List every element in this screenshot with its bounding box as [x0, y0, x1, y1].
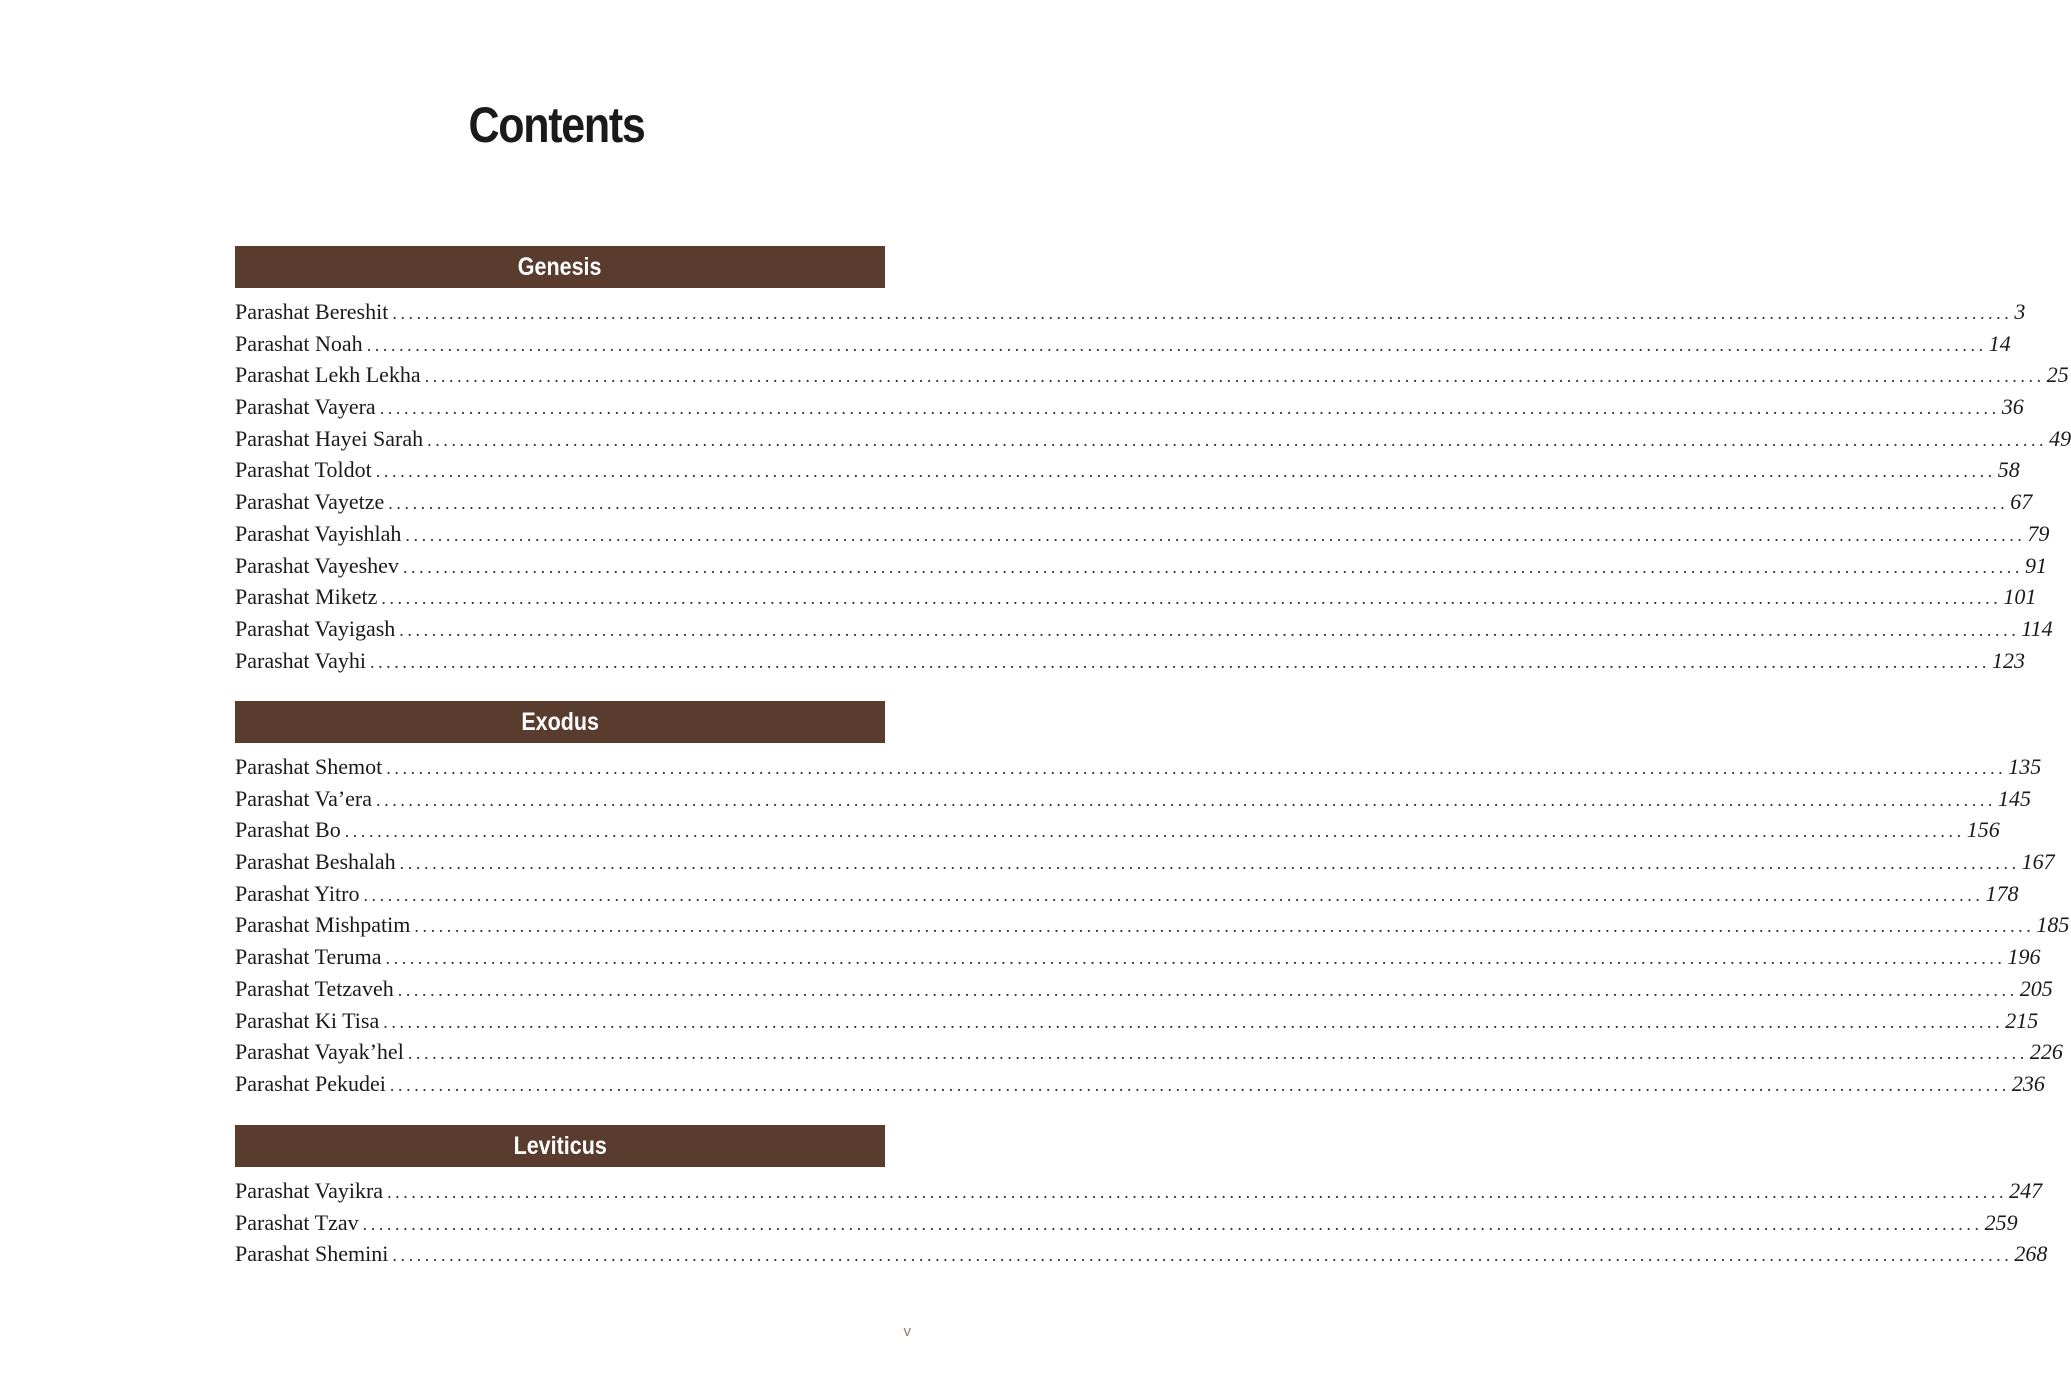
toc-entry[interactable]	[235, 550, 2047, 582]
toc-entry[interactable]	[235, 1068, 2045, 1100]
entry-page-number: 247	[2009, 1178, 2043, 1203]
section-header	[235, 246, 885, 288]
toc-entry[interactable]	[235, 814, 2000, 846]
entry-page-number: 178	[1985, 880, 2019, 906]
entry-page-number: 36	[2001, 394, 2024, 420]
section-header-label: Leviticus	[513, 1131, 607, 1160]
entry-page-number: 25	[2046, 362, 2069, 388]
dot-leader: ........................................................................................................................................................................................................	[392, 1245, 2013, 1266]
section-header-label: Exodus	[521, 707, 599, 736]
entry-page-number: 185	[2036, 912, 2070, 938]
entry-title: Parashat Vayhi	[235, 647, 366, 673]
toc-entry[interactable]	[235, 328, 2011, 360]
toc-entry[interactable]	[235, 751, 2042, 783]
toc-entry[interactable]	[235, 783, 2032, 815]
dot-leader: ........................................................................................................................................................................................................	[369, 651, 1990, 672]
dot-leader: ........................................................................................................................................................................................................	[405, 524, 2026, 545]
entry-page-number: 196	[2007, 944, 2041, 970]
entry-page-number: 91	[2024, 552, 2047, 578]
entry-page-number: 167	[2021, 849, 2055, 875]
entry-page-number: 268	[2014, 1241, 2048, 1267]
dot-leader: ........................................................................................................................................................................................................	[363, 884, 1984, 905]
entry-page-number: 145	[1998, 785, 2032, 811]
toc-section-leviticus	[235, 1125, 2048, 1270]
entry-title: Parashat Yitro	[235, 880, 360, 906]
entry-title: Parashat Noah	[235, 330, 363, 356]
entry-title: Parashat Vayera	[235, 394, 376, 420]
dot-leader: ........................................................................................................................................................................................................	[344, 821, 1965, 842]
entry-title: Parashat Vayak’hel	[235, 1039, 404, 1065]
entry-title: Parashat Shemot	[235, 754, 383, 779]
entry-page-number: 14	[1988, 330, 2011, 356]
dot-leader: ........................................................................................................................................................................................................	[385, 948, 2006, 969]
entry-page-number: 226	[2029, 1039, 2063, 1065]
entry-title: Parashat Bereshit	[235, 299, 389, 324]
page-title: Contents	[468, 97, 645, 153]
toc-entries	[235, 1175, 2048, 1270]
dot-leader: ........................................................................................................................................................................................................	[424, 366, 2045, 387]
entry-title: Parashat Shemini	[235, 1241, 389, 1267]
toc-entry[interactable]	[235, 423, 2071, 455]
dot-leader: ........................................................................................................................................................................................................	[383, 1011, 2004, 1032]
dot-leader: ........................................................................................................................................................................................................	[389, 1074, 2010, 1095]
entry-page-number: 67	[2010, 489, 2033, 515]
entry-page-number: 3	[2014, 299, 2026, 324]
entry-page-number: 156	[1966, 817, 2000, 843]
toc-entry[interactable]	[235, 973, 2053, 1005]
entry-page-number: 123	[1991, 647, 2025, 673]
dot-leader: ........................................................................................................................................................................................................	[397, 979, 2018, 1000]
toc-entry[interactable]	[235, 1036, 2063, 1068]
dot-leader: ........................................................................................................................................................................................................	[392, 303, 2013, 323]
toc-entry[interactable]	[235, 846, 2055, 878]
toc-entry[interactable]	[235, 391, 2024, 423]
dot-leader: ........................................................................................................................................................................................................	[381, 588, 2002, 609]
dot-leader: ........................................................................................................................................................................................................	[386, 758, 2007, 778]
entry-title: Parashat Toldot	[235, 457, 372, 483]
entry-page-number: 49	[2049, 425, 2071, 451]
toc-entry[interactable]	[235, 518, 2050, 550]
dot-leader: ........................................................................................................................................................................................................	[379, 398, 2000, 419]
toc-entry[interactable]	[235, 1238, 2048, 1270]
dot-leader: ........................................................................................................................................................................................................	[362, 1213, 1983, 1234]
toc-entry[interactable]	[235, 359, 2069, 391]
toc-entry[interactable]	[235, 941, 2041, 973]
dot-leader: ........................................................................................................................................................................................................	[407, 1043, 2028, 1064]
dot-leader: ........................................................................................................................................................................................................	[402, 556, 2023, 577]
toc-entry[interactable]	[235, 486, 2033, 518]
entry-title: Parashat Ki Tisa	[235, 1007, 380, 1033]
entry-title: Parashat Vayikra	[235, 1178, 384, 1203]
entry-page-number: 114	[2021, 615, 2053, 641]
entry-title: Parashat Lekh Lekha	[235, 362, 421, 388]
entry-page-number: 215	[2005, 1007, 2039, 1033]
entry-title: Parashat Vayetze	[235, 489, 385, 515]
dot-leader: ........................................................................................................................................................................................................	[375, 461, 1996, 482]
toc-entry[interactable]	[235, 296, 2026, 328]
entry-title: Parashat Vayigash	[235, 615, 396, 641]
toc-entry[interactable]	[235, 1005, 2039, 1037]
entry-page-number: 79	[2027, 520, 2050, 546]
section-header-label: Genesis	[518, 252, 602, 281]
entry-title: Parashat Mishpatim	[235, 912, 411, 938]
entry-title: Parashat Vayishlah	[235, 520, 402, 546]
toc-entries	[235, 296, 2071, 676]
entry-page-number: 259	[1984, 1209, 2018, 1235]
dot-leader: ........................................................................................................................................................................................................	[414, 916, 2035, 937]
toc-entry[interactable]	[235, 645, 2025, 677]
dot-leader: ........................................................................................................................................................................................................	[366, 334, 1987, 355]
entry-title: Parashat Pekudei	[235, 1070, 386, 1096]
toc-entry[interactable]	[235, 909, 2070, 941]
dot-leader: ........................................................................................................................................................................................................	[388, 493, 2009, 514]
entry-title: Parashat Tzav	[235, 1209, 359, 1235]
entry-page-number: 58	[1997, 457, 2020, 483]
entry-page-number: 205	[2019, 975, 2053, 1001]
entry-title: Parashat Va’era	[235, 785, 373, 811]
toc-entry[interactable]	[235, 878, 2019, 910]
dot-leader: ........................................................................................................................................................................................................	[387, 1182, 2008, 1202]
dot-leader: ........................................................................................................................................................................................................	[399, 619, 2020, 640]
toc-entry[interactable]	[235, 613, 2053, 645]
section-header	[235, 1125, 885, 1167]
dot-leader: ........................................................................................................................................................................................................	[376, 789, 1997, 810]
toc-entry[interactable]	[235, 581, 2037, 613]
toc-entry[interactable]	[235, 454, 2020, 486]
entry-page-number: 236	[2011, 1070, 2045, 1096]
toc-entry[interactable]	[235, 1207, 2018, 1239]
entry-title: Parashat Hayei Sarah	[235, 425, 424, 451]
folio-page-number: v	[903, 1323, 911, 1340]
entry-title: Parashat Teruma	[235, 944, 382, 970]
entry-title: Parashat Miketz	[235, 584, 378, 610]
toc-entry[interactable]	[235, 1175, 2043, 1207]
toc-section-exodus	[235, 701, 2070, 1100]
section-header	[235, 701, 885, 743]
dot-leader: ........................................................................................................................................................................................................	[427, 429, 2048, 450]
entry-title: Parashat Beshalah	[235, 849, 396, 875]
dot-leader: ........................................................................................................................................................................................................	[399, 853, 2020, 874]
toc-section-genesis	[235, 246, 2071, 676]
entry-title: Parashat Vayeshev	[235, 552, 399, 578]
entry-page-number: 135	[2008, 754, 2042, 779]
entry-page-number: 101	[2003, 584, 2037, 610]
entry-title: Parashat Bo	[235, 817, 341, 843]
entry-title: Parashat Tetzaveh	[235, 975, 394, 1001]
toc-entries	[235, 751, 2070, 1100]
